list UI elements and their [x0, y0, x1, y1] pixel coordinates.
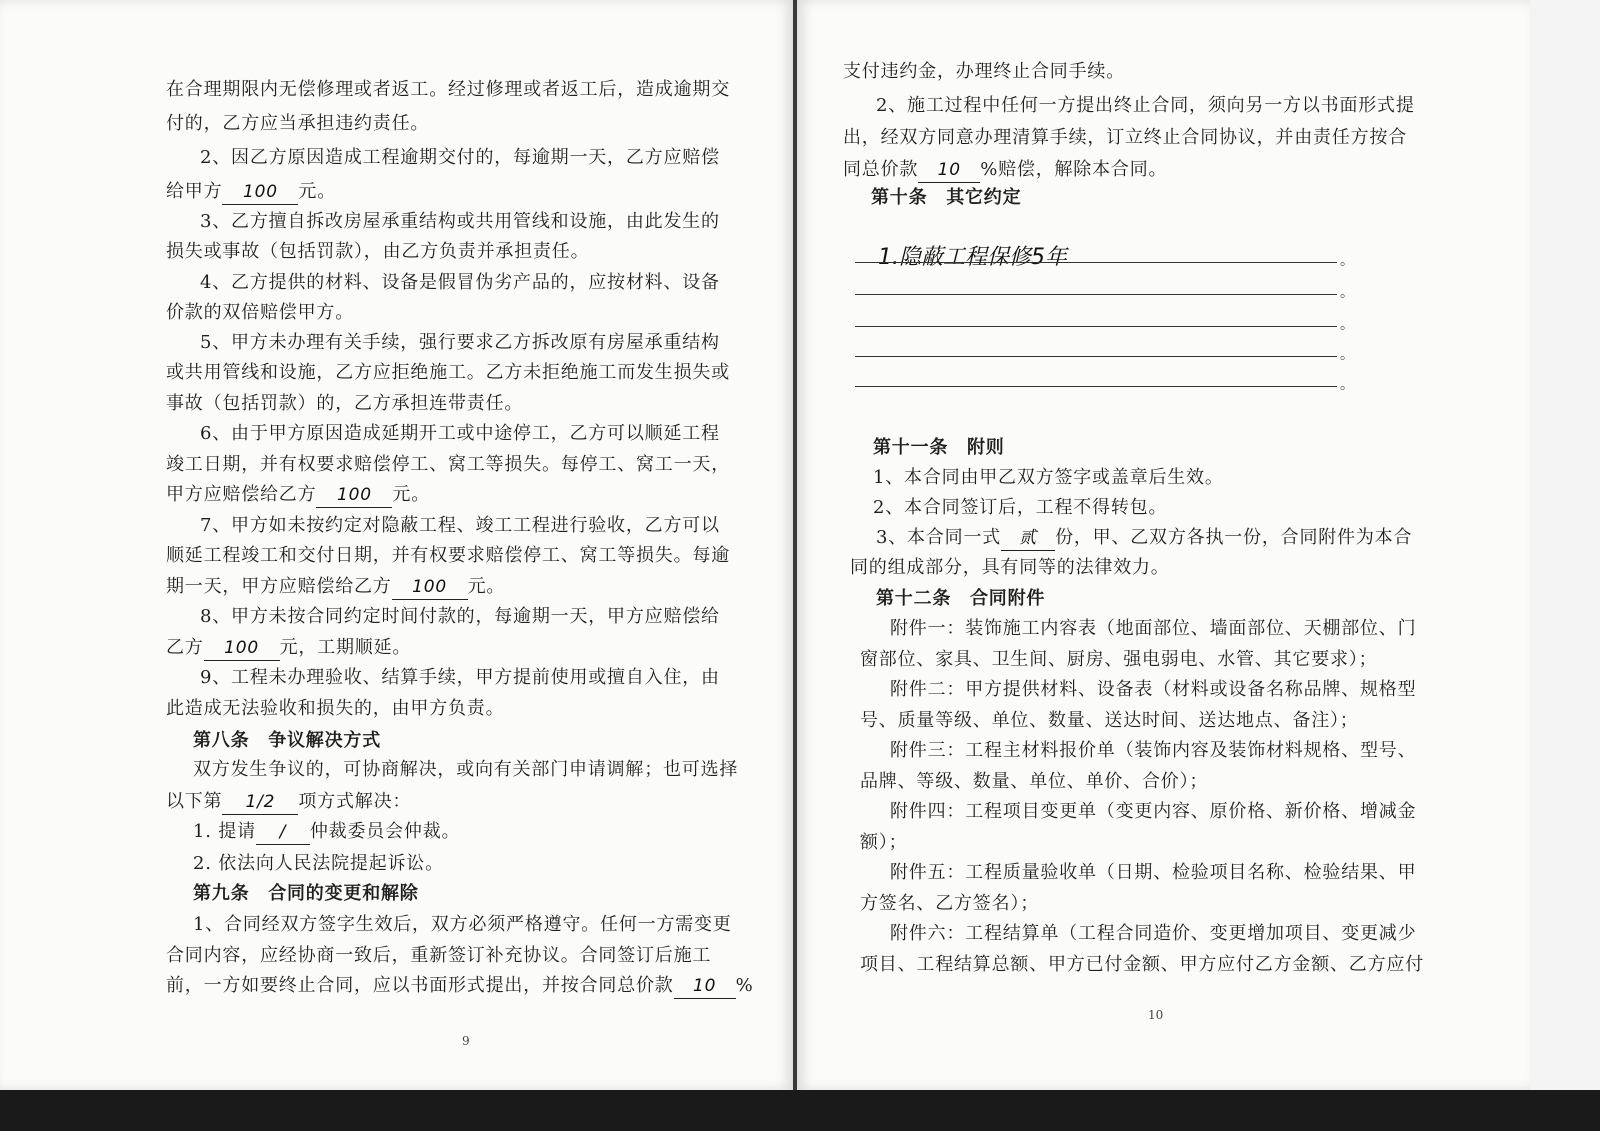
line-text: 项方式解决： [298, 791, 412, 812]
right-line [890, 678, 1416, 702]
left-line [200, 271, 720, 295]
right-line [860, 953, 1424, 977]
left-line [166, 112, 429, 136]
line-text: 附件五：工程质量验收单（日期、检验项目名称、检验结果、甲 [890, 862, 1417, 883]
line-text: 第十一条 附则 [873, 437, 1005, 458]
right-line [873, 496, 1167, 520]
blank-line-5 [855, 386, 1337, 387]
handwritten-fill-in: 100 [392, 575, 468, 600]
line-text: 品牌、等级、数量、单位、单价、合价）； [860, 771, 1209, 792]
right-line [860, 892, 1039, 916]
handwritten-fill-in: 10 [918, 158, 980, 183]
blank-line-1-end: 。 [1340, 253, 1354, 269]
line-text: 9、工程未办理验收、结算手续，甲方提前使用或擅自入住，由 [200, 667, 720, 688]
blank-line-3-end: 。 [1340, 317, 1354, 333]
line-text: 附件三：工程主材料报价单（装饰内容及装饰材料规格、型号、 [890, 740, 1417, 761]
line-text: 乙方 [166, 637, 204, 658]
left-line [166, 78, 730, 102]
line-text: 在合理期限内无偿修理或者返工。经过修理或者返工后，造成逾期交 [166, 79, 730, 100]
right-line [890, 922, 1416, 946]
blank-line-2 [855, 294, 1337, 295]
right-line [876, 587, 1045, 611]
line-text: 顺延工程竣工和交付日期，并有权要求赔偿停工、窝工等损失。每逾 [166, 545, 730, 566]
right-line [860, 831, 907, 855]
line-text: 6、由于甲方原因造成延期开工或中途停工，乙方可以顺延工程 [200, 423, 720, 444]
left-line [166, 453, 730, 477]
left-line [200, 514, 720, 538]
right-line [876, 94, 1415, 118]
line-text: 2. 依法向人民法院提起诉讼。 [193, 853, 444, 874]
line-text: 损失或事故（包括罚款），由乙方负责并承担责任。 [166, 241, 590, 262]
line-text: 仲裁委员会仲裁。 [309, 821, 461, 842]
left-line [166, 301, 354, 325]
left-line [166, 790, 411, 815]
line-text: 甲方应赔偿给乙方 [166, 484, 317, 505]
page-number-left: 9 [462, 1034, 470, 1048]
line-text: 2、本合同签订后，工程不得转包。 [873, 497, 1168, 518]
page-number-right: 10 [1148, 1008, 1164, 1022]
handwritten-fill-in: 贰 [1001, 526, 1055, 551]
line-text: 元。 [467, 576, 506, 597]
right-line [873, 436, 1005, 460]
line-text: 以下第 [166, 791, 223, 812]
line-text: 价款的双倍赔偿甲方。 [166, 302, 354, 323]
line-text: 第十条 其它约定 [871, 187, 1022, 208]
line-text: 附件四：工程项目变更单（变更内容、原价格、新价格、增减金 [890, 801, 1417, 822]
right-line [871, 186, 1021, 210]
right-line [850, 556, 1170, 580]
line-text: 附件一：装饰施工内容表（地面部位、墙面部位、天棚部位、门 [890, 618, 1417, 639]
right-line [843, 126, 1407, 150]
blank-line-4 [855, 356, 1337, 357]
line-text: 7、甲方如未按约定对隐蔽工程、竣工工程进行验收，乙方可以 [200, 515, 720, 536]
right-line [860, 709, 1359, 733]
line-text: 给甲方 [166, 181, 223, 202]
line-text: 或共用管线和设施，乙方应拒绝施工。乙方未拒绝施工而发生损失或 [166, 362, 730, 383]
line-text: 2、施工过程中任何一方提出终止合同，须向另一方以书面形式提 [876, 95, 1415, 116]
line-text: 前，一方如要终止合同，应以书面形式提出，并按合同总价款 [166, 975, 674, 996]
line-text: 付的，乙方应当承担违约责任。 [166, 113, 430, 134]
line-text: 同的组成部分，具有同等的法律效力。 [850, 557, 1170, 578]
left-line [193, 913, 732, 937]
line-text: 事故（包括罚款）的，乙方承担连带责任。 [166, 393, 524, 414]
line-text: 3、本合同一式 [876, 527, 1002, 548]
left-line [166, 544, 730, 568]
right-line [843, 158, 1167, 183]
line-text: 双方发生争议的，可协商解决，或向有关部门申请调解；也可选择 [193, 759, 739, 780]
line-text: 第九条 合同的变更和解除 [193, 883, 419, 904]
handwritten-other-agreement: 1.隐蔽工程保修5年 [878, 245, 1067, 270]
handwritten-fill-in: 10 [674, 974, 736, 999]
left-line [166, 697, 504, 721]
handwritten-fill-in: 100 [222, 180, 298, 205]
scan-bottom-edge [0, 1090, 1600, 1131]
left-line [193, 820, 460, 845]
left-line [200, 146, 720, 170]
blank-line-2-end: 。 [1340, 285, 1354, 301]
line-text: 元。 [392, 484, 431, 505]
line-text: 1、本合同由甲乙双方签字或盖章后生效。 [873, 467, 1224, 488]
line-text: 5、甲方未办理有关手续，强行要求乙方拆改原有房屋承重结构 [200, 332, 720, 353]
line-text: 窗部位、家具、卫生间、厨房、强电弱电、水管、其它要求）； [860, 649, 1378, 670]
line-text: 元，工期顺延。 [279, 637, 412, 658]
line-text: 支付违约金，办理终止合同手续。 [843, 61, 1125, 82]
left-line [193, 852, 444, 876]
line-text: 此造成无法验收和损失的，由甲方负责。 [166, 698, 505, 719]
left-line [166, 636, 411, 661]
left-line [200, 666, 720, 690]
line-text: 第八条 争议解决方式 [193, 730, 381, 751]
right-line [860, 648, 1377, 672]
left-line [193, 758, 738, 782]
line-text: 附件二：甲方提供材料、设备表（材料或设备名称品牌、规格型 [890, 679, 1417, 700]
handwritten-fill-in: 100 [204, 636, 280, 661]
line-text: 3、乙方擅自拆改房屋承重结构或共用管线和设施，由此发生的 [200, 211, 720, 232]
right-line [873, 466, 1224, 490]
line-text: 竣工日期，并有权要求赔偿停工、窝工等损失。每停工、窝工一天， [166, 454, 730, 475]
handwritten-fill-in: 1/2 [222, 790, 298, 815]
line-text: 合同内容，应经协商一致后，重新签订补充协议。合同签订后施工 [166, 945, 712, 966]
line-text: 8、甲方未按合同约定时间付款的，每逾期一天，甲方应赔偿给 [200, 606, 720, 627]
line-text: 2、因乙方原因造成工程逾期交付的，每逾期一天，乙方应赔偿 [200, 147, 720, 168]
line-text: % [735, 975, 754, 996]
blank-line-5-end: 。 [1340, 377, 1354, 393]
line-text: 4、乙方提供的材料、设备是假冒伪劣产品的，应按材料、设备 [200, 272, 720, 293]
line-text: 1. 提请 [193, 821, 256, 842]
line-text: 同总价款 [843, 159, 919, 180]
right-line [890, 861, 1416, 885]
left-line [166, 483, 430, 508]
line-text: 份，甲、乙双方各执一份，合同附件为本合 [1055, 527, 1413, 548]
line-text: 项目、工程结算总额、甲方已付金额、甲方应付乙方金额、乙方应付 [860, 954, 1424, 975]
left-line [193, 882, 419, 906]
line-text: 第十二条 合同附件 [876, 588, 1046, 609]
left-line [166, 974, 754, 999]
line-text: 出，经双方同意办理清算手续，订立终止合同协议，并由责任方按合 [843, 127, 1407, 148]
left-line [166, 240, 589, 264]
blank-line-3 [855, 326, 1337, 327]
right-line [890, 800, 1416, 824]
left-line [200, 422, 720, 446]
left-line [166, 361, 730, 385]
handwritten-fill-in: / [256, 820, 310, 845]
left-line [166, 392, 523, 416]
line-text: 1、合同经双方签字生效后，双方必须严格遵守。任何一方需变更 [193, 914, 732, 935]
right-line [860, 770, 1208, 794]
scan-margin [1530, 0, 1600, 1131]
left-line [193, 729, 381, 753]
right-line [890, 739, 1416, 763]
right-line [843, 60, 1125, 84]
left-line [200, 331, 720, 355]
handwritten-fill-in: 100 [316, 483, 392, 508]
left-line [200, 210, 720, 234]
line-text: 号、质量等级、单位、数量、送达时间、送达地点、备注）； [860, 710, 1359, 731]
line-text: 额）； [860, 832, 908, 853]
right-line [890, 617, 1416, 641]
line-text: 附件六：工程结算单（工程合同造价、变更增加项目、变更减少 [890, 923, 1417, 944]
blank-line-1 [855, 262, 1337, 263]
left-line [166, 944, 711, 968]
line-text: 元。 [298, 181, 337, 202]
left-line [200, 605, 720, 629]
left-line [166, 180, 336, 205]
line-text: 方签名、乙方签名）； [860, 893, 1039, 914]
blank-line-4-end: 。 [1340, 347, 1354, 363]
line-text: %赔偿，解除本合同。 [980, 159, 1168, 180]
right-line [876, 526, 1412, 551]
left-line [166, 575, 505, 600]
line-text: 期一天，甲方应赔偿给乙方 [166, 576, 392, 597]
